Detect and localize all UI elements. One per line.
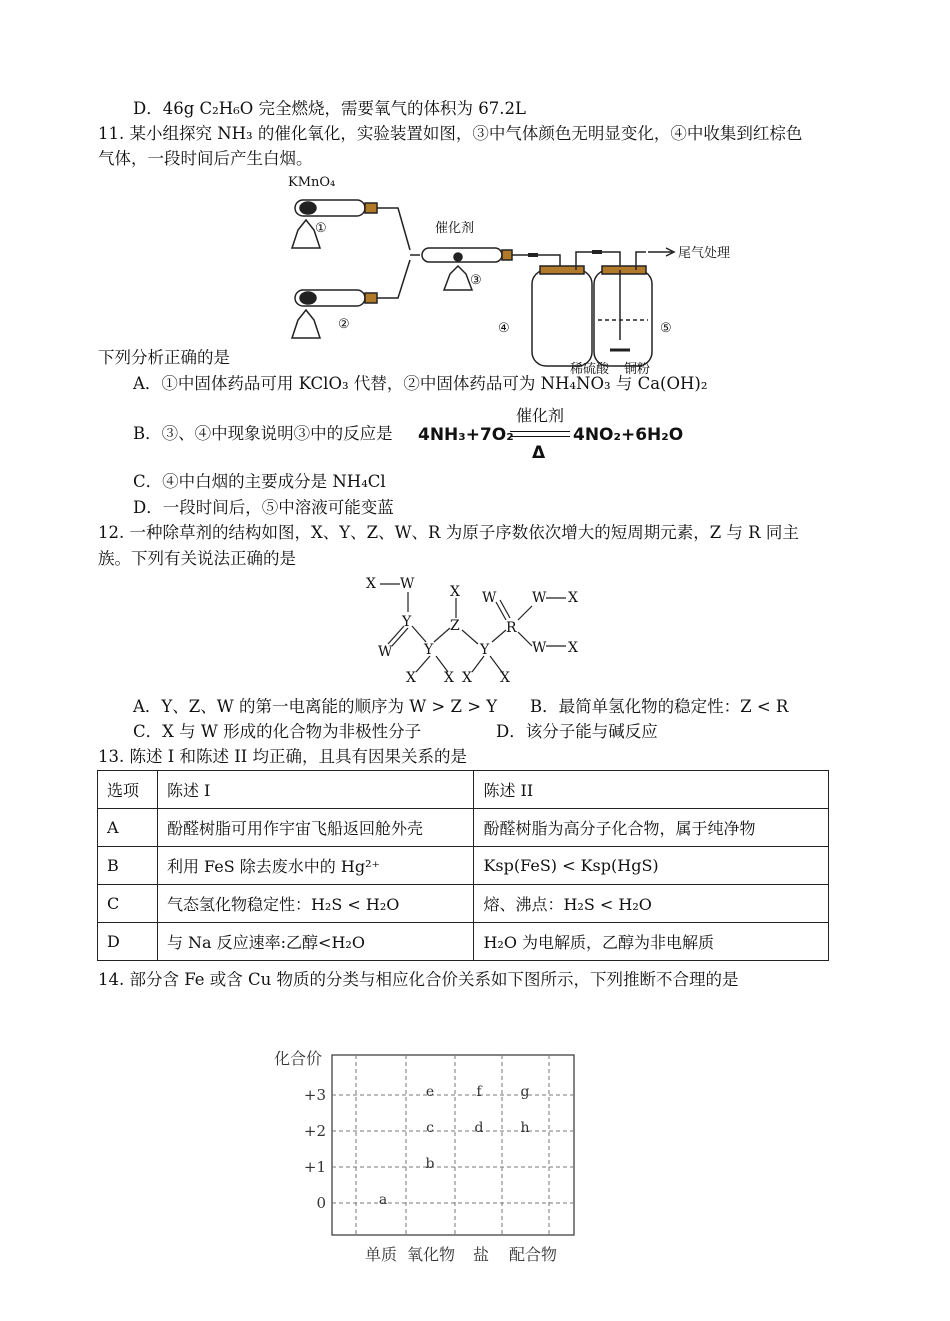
lamp-2 — [292, 310, 320, 338]
chart-point-e: e — [425, 1084, 435, 1100]
table-cell: Ksp(FeS) < Ksp(HgS) — [474, 847, 829, 885]
chart-y-axis-label: 化合价 — [274, 1049, 323, 1068]
table-cell: 气态氢化物稳定性：H₂S < H₂O — [157, 885, 474, 923]
atom-z: Z — [450, 618, 460, 634]
bond-y2-x — [416, 656, 430, 672]
table-cell: 酚醛树脂可用作宇宙飞船返回舱外壳 — [157, 809, 474, 847]
chart-y-tick-label: +3 — [303, 1086, 326, 1104]
label-n3: ③ — [470, 273, 482, 288]
q11-option-d: D．一段时间后，⑤中溶液可能变蓝 — [133, 498, 394, 517]
chart-point-f: f — [476, 1084, 482, 1100]
q11-equation-bar-bottom — [510, 436, 570, 437]
bottle-4-stopper — [540, 266, 584, 274]
atom-x8: X — [568, 640, 578, 656]
label-n5: ⑤ — [660, 321, 672, 336]
q11-prompt: 下列分析正确的是 — [98, 348, 230, 367]
table-header: 陈述 I — [157, 771, 474, 809]
q14-stem: 14. 部分含 Fe 或含 Cu 物质的分类与相应化合价关系如下图所示，下列推断不合理的是 — [98, 970, 739, 989]
chart-point-b: b — [425, 1156, 435, 1172]
table-header: 陈述 II — [474, 771, 829, 809]
q12-option-d: D．该分子能与碱反应 — [496, 722, 658, 741]
q11-option-c: C．④中白烟的主要成分是 NH₄Cl — [133, 472, 386, 491]
label-dilute-acid: 稀硫酸 — [570, 362, 610, 377]
chart-point-g: g — [520, 1084, 530, 1100]
q13-stem: 13. 陈述 I 和陈述 II 均正确，且具有因果关系的是 — [98, 747, 468, 766]
q12-option-b: B．最简单氢化物的稳定性：Z < R — [530, 697, 789, 716]
table-row — [98, 847, 829, 885]
q11-apparatus-diagram — [280, 170, 750, 380]
bond-y1-y2 — [412, 626, 426, 642]
q11-equation-rhs: 4NO₂+6H₂O — [573, 425, 684, 445]
table-cell: 与 Na 反应速率:乙醇<H₂O — [157, 923, 474, 961]
q11-stem-line2: 气体，一段时间后产生白烟。 — [98, 149, 313, 168]
catalyst-particles — [454, 253, 462, 261]
chart-x-tick-label: 盐 — [472, 1245, 490, 1264]
q11-equation-bar-top — [510, 431, 570, 432]
chart-y-tick-label: +1 — [303, 1158, 326, 1176]
atom-w3: W — [482, 590, 497, 606]
atom-w2: W — [378, 644, 393, 660]
bottle-4 — [532, 270, 592, 366]
stopper-3 — [502, 250, 512, 260]
atom-x6: X — [500, 670, 510, 686]
atom-x1: X — [366, 576, 376, 592]
chart-point-d: d — [474, 1120, 484, 1136]
q12-option-c: C．X 与 W 形成的化合物为非极性分子 — [133, 722, 422, 741]
label-n1: ① — [315, 221, 327, 236]
table-cell: 酚醛树脂为高分子化合物，属于纯净物 — [474, 809, 829, 847]
q13-table — [97, 770, 829, 961]
solid-1 — [300, 202, 316, 214]
atom-x3: X — [444, 670, 454, 686]
label-catalyst: 催化剂 — [435, 221, 475, 236]
q12-structure-diagram — [360, 572, 600, 688]
q11-option-a: A．①中固体药品可用 KClO₃ 代替，②中固体药品可为 NH₄NO₃ 与 Ca(OH)₂ — [133, 374, 708, 393]
table-cell: H₂O 为电解质，乙醇为非电解质 — [474, 923, 829, 961]
chart-point-h: h — [520, 1120, 530, 1136]
bond-r-w3 — [518, 632, 532, 646]
bond-r-w2 — [518, 606, 532, 620]
solid-2 — [300, 292, 316, 304]
chart-y-tick-label: 0 — [316, 1194, 326, 1212]
chart-frame — [332, 1055, 574, 1235]
q12-option-a: A．Y、Z、W 的第一电离能的顺序为 W > Z > Y — [133, 697, 498, 716]
lamp-3 — [444, 266, 472, 290]
table-row — [98, 885, 829, 923]
table-cell: 利用 FeS 除去废水中的 Hg²⁺ — [157, 847, 474, 885]
label-copper: 铜粉 — [624, 362, 651, 377]
stopper-1 — [365, 203, 377, 213]
pipe-1 — [377, 208, 410, 250]
label-tail-gas: 尾气处理 — [678, 246, 731, 261]
table-cell: D — [98, 923, 158, 961]
label-n4: ④ — [498, 321, 510, 336]
q12-stem-line2: 族。下列有关说法正确的是 — [98, 549, 296, 568]
atom-w4: W — [532, 590, 547, 606]
bottle-5 — [594, 270, 652, 366]
chart-x-tick-label: 配合物 — [508, 1245, 558, 1264]
bond-z-y3 — [462, 630, 478, 644]
chart-x-tick-label: 单质 — [364, 1245, 398, 1264]
atom-y2: Y — [424, 642, 434, 658]
table-header: 选项 — [98, 771, 158, 809]
stopper-2 — [365, 293, 377, 303]
bond-y2-z — [434, 628, 450, 642]
table-row — [98, 809, 829, 847]
atom-x4: X — [450, 584, 460, 600]
atom-r: R — [506, 620, 517, 636]
table-header-row — [98, 771, 829, 809]
atom-y3: Y — [480, 642, 490, 658]
atom-w1: W — [400, 576, 415, 592]
table-row — [98, 923, 829, 961]
label-n2: ② — [338, 317, 350, 332]
bond-y3-r — [492, 630, 506, 642]
table-cell: B — [98, 847, 158, 885]
atom-x2: X — [406, 670, 416, 686]
q10-option-d: D．46g C₂H₆O 完全燃烧，需要氧气的体积为 67.2L — [133, 99, 526, 118]
chart-x-tick-label: 氧化物 — [406, 1245, 456, 1264]
bottle-5-stopper — [602, 266, 646, 274]
table-cell: A — [98, 809, 158, 847]
q11-equation-lhs: 4NH₃+7O₂ — [418, 425, 514, 445]
table-cell: 熔、沸点：H₂S < H₂O — [474, 885, 829, 923]
table-cell: C — [98, 885, 158, 923]
bond-r-w-double — [496, 600, 510, 620]
atom-y1: Y — [402, 614, 412, 630]
pipe-2 — [377, 260, 410, 298]
chart-point-c: c — [426, 1120, 434, 1136]
bond-y3-x — [472, 656, 484, 672]
q11-stem-line1: 11. 某小组探究 NH₃ 的催化氧化，实验装置如图，③中气体颜色无明显变化，④中收集到红棕色 — [98, 124, 803, 143]
q11-equation-delta: Δ — [532, 443, 546, 463]
label-kmno4: KMnO₄ — [288, 175, 336, 190]
q11-equation-catalyst: 催化剂 — [515, 406, 564, 425]
q12-stem-line1: 12. 一种除草剂的结构如图，X、Y、Z、W、R 为原子序数依次增大的短周期元素，Z 与 R 同主 — [98, 523, 799, 542]
q11-option-b-prefix: B．③、④中现象说明③中的反应是 — [133, 424, 393, 443]
q14-valence-chart — [270, 1040, 590, 1280]
atom-w5: W — [532, 640, 547, 656]
atom-x5: X — [462, 670, 472, 686]
chart-y-tick-label: +2 — [303, 1122, 326, 1140]
chart-point-a: a — [378, 1192, 388, 1208]
atom-x7: X — [568, 590, 578, 606]
